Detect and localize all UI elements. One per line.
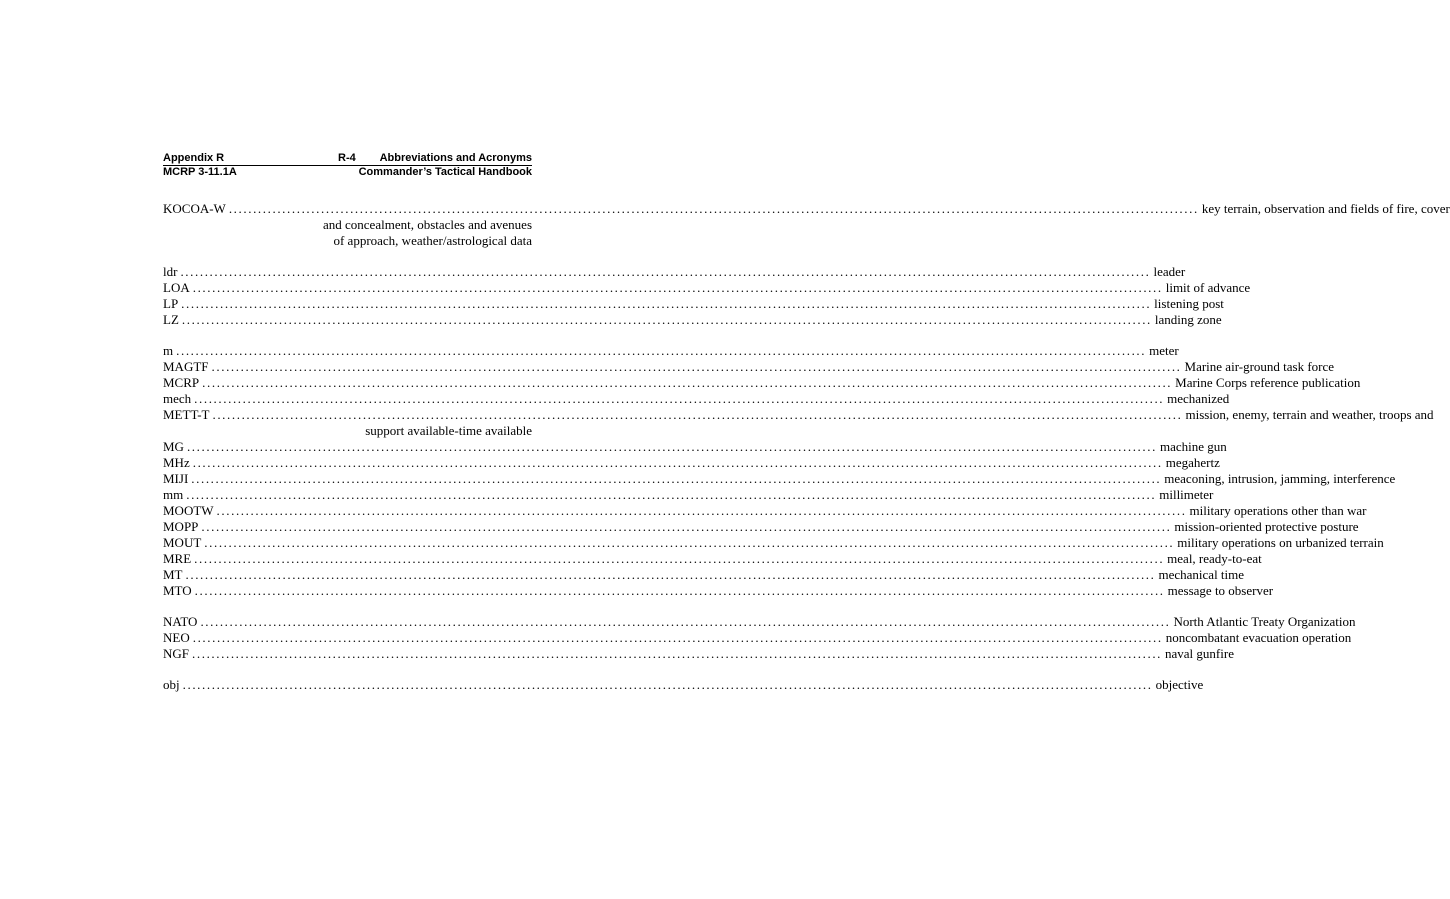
- glossary-entry: [163, 280, 1251, 296]
- dot-leader: ........................................................................................................................................................................................................: [201, 519, 1172, 534]
- glossary-entry: [163, 583, 1274, 599]
- dot-leader: ........................................................................................................................................................................................................: [211, 359, 1182, 374]
- glossary-entry: [163, 535, 1384, 551]
- section-title: Abbreviations and Acronyms: [379, 152, 532, 164]
- dot-leader: ........................................................................................................................................................................................................: [185, 567, 1156, 582]
- dot-leader: ........................................................................................................................................................................................................: [212, 407, 1183, 422]
- glossary-entry: [163, 455, 1220, 471]
- publication-id: MCRP 3-11.1A: [163, 166, 237, 178]
- abbreviation: KOCOA-W: [163, 201, 226, 216]
- glossary-entry: [163, 519, 1359, 535]
- abbreviation: MHz: [163, 455, 190, 470]
- glossary-entry: [163, 567, 1245, 583]
- definition: mechanical time: [1158, 567, 1245, 582]
- abbreviation-list: [163, 201, 1450, 708]
- running-header: [163, 152, 532, 179]
- abbreviation: mech: [163, 391, 192, 406]
- dot-leader: ........................................................................................................................................................................................................: [192, 630, 1163, 645]
- abbreviation: MTO: [163, 583, 192, 598]
- definition: meter: [1149, 343, 1179, 358]
- definition: military operations other than war: [1189, 503, 1367, 518]
- definition: meaconing, intrusion, jamming, interference: [1164, 471, 1396, 486]
- definition: noncombatant evacuation operation: [1165, 630, 1352, 645]
- appendix-label: Appendix R: [163, 152, 225, 164]
- page-number: R-4: [338, 152, 356, 164]
- abbreviation: MOUT: [163, 535, 202, 550]
- abbreviation: MG: [163, 439, 184, 454]
- glossary-entry: [163, 375, 1361, 391]
- entry-group: [163, 264, 1251, 328]
- dot-leader: ........................................................................................................................................................................................................: [194, 391, 1165, 406]
- definition: limit of advance: [1165, 280, 1251, 295]
- glossary-entry: [163, 359, 1335, 375]
- definition: mission, enemy, terrain and weather, troops and: [1185, 407, 1434, 422]
- abbreviation: mm: [163, 487, 184, 502]
- header-row-top: [163, 152, 532, 166]
- definition: message to observer: [1167, 583, 1274, 598]
- dot-leader: ........................................................................................................................................................................................................: [181, 312, 1152, 327]
- definition: mechanized: [1167, 391, 1230, 406]
- dot-leader: ........................................................................................................................................................................................................: [186, 439, 1157, 454]
- abbreviation: LOA: [163, 280, 190, 295]
- abbreviation: MOPP: [163, 519, 199, 534]
- definition: naval gunfire: [1165, 646, 1234, 661]
- abbreviation: LP: [163, 296, 179, 311]
- header-row-bottom: [163, 166, 532, 179]
- glossary-entry: [163, 551, 1262, 567]
- glossary-entry: [163, 439, 1227, 455]
- abbreviation: obj: [163, 677, 180, 692]
- definition-continuation: of approach, weather/astrological data: [333, 233, 532, 248]
- glossary-entry: [163, 264, 1186, 280]
- definition: mission-oriented protective posture: [1174, 519, 1359, 534]
- abbreviation: MOOTW: [163, 503, 214, 518]
- definition-continuation: and concealment, obstacles and avenues: [323, 217, 532, 232]
- glossary-entry: [163, 630, 1352, 646]
- abbreviation: NEO: [163, 630, 190, 645]
- glossary-entry: [163, 296, 1224, 312]
- definition: millimeter: [1159, 487, 1214, 502]
- abbreviation: MT: [163, 567, 183, 582]
- definition: objective: [1155, 677, 1204, 692]
- glossary-entry: [163, 487, 1214, 503]
- definition: Marine air-ground task force: [1184, 359, 1335, 374]
- abbreviation: MIJI: [163, 471, 189, 486]
- glossary-entry: [163, 646, 1234, 662]
- glossary-entry: [163, 407, 1434, 423]
- definition: leader: [1153, 264, 1186, 279]
- glossary-entry: [163, 614, 1356, 630]
- glossary-entry: [163, 503, 1367, 519]
- dot-leader: ........................................................................................................................................................................................................: [200, 614, 1171, 629]
- definition: Marine Corps reference publication: [1175, 375, 1361, 390]
- dot-leader: ........................................................................................................................................................................................................: [192, 646, 1163, 661]
- dot-leader: ........................................................................................................................................................................................................: [181, 296, 1152, 311]
- dot-leader: ........................................................................................................................................................................................................: [194, 583, 1165, 598]
- dot-leader: ........................................................................................................................................................................................................: [228, 201, 1199, 216]
- definition: key terrain, observation and fields of fire, cover: [1201, 201, 1450, 216]
- dot-leader: ........................................................................................................................................................................................................: [192, 455, 1163, 470]
- abbreviation: NGF: [163, 646, 190, 661]
- abbreviation: m: [163, 343, 174, 358]
- definition: landing zone: [1154, 312, 1222, 327]
- glossary-entry: [163, 471, 1396, 487]
- abbreviation: METT-T: [163, 407, 210, 422]
- glossary-entry: [163, 343, 1179, 359]
- header-right-top: [338, 152, 532, 165]
- entry-group: [163, 677, 1204, 693]
- publication-title: Commander’s Tactical Handbook: [358, 166, 532, 178]
- glossary-entry: [163, 201, 1450, 217]
- entry-group: [163, 343, 1434, 599]
- entry-group: [163, 201, 1450, 249]
- abbreviation: LZ: [163, 312, 179, 327]
- dot-leader: ........................................................................................................................................................................................................: [216, 503, 1187, 518]
- glossary-entry: [163, 391, 1230, 407]
- dot-leader: ........................................................................................................................................................................................................: [192, 280, 1163, 295]
- definition-continuation: support available-time available: [365, 423, 532, 438]
- dot-leader: ........................................................................................................................................................................................................: [176, 343, 1147, 358]
- definition: meal, ready-to-eat: [1167, 551, 1262, 566]
- dot-leader: ........................................................................................................................................................................................................: [180, 264, 1151, 279]
- dot-leader: ........................................................................................................................................................................................................: [186, 487, 1157, 502]
- dot-leader: ........................................................................................................................................................................................................: [204, 535, 1175, 550]
- dot-leader: ........................................................................................................................................................................................................: [194, 551, 1165, 566]
- entry-group: [163, 614, 1356, 662]
- abbreviation: MCRP: [163, 375, 200, 390]
- definition: North Atlantic Treaty Organization: [1173, 614, 1356, 629]
- definition: military operations on urbanized terrain: [1177, 535, 1384, 550]
- abbreviation: MAGTF: [163, 359, 209, 374]
- abbreviation: ldr: [163, 264, 178, 279]
- dot-leader: ........................................................................................................................................................................................................: [182, 677, 1153, 692]
- glossary-entry: [163, 677, 1204, 693]
- definition: listening post: [1154, 296, 1224, 311]
- dot-leader: ........................................................................................................................................................................................................: [202, 375, 1173, 390]
- abbreviation: NATO: [163, 614, 198, 629]
- abbreviation: MRE: [163, 551, 192, 566]
- definition: machine gun: [1159, 439, 1227, 454]
- glossary-entry: [163, 312, 1222, 328]
- dot-leader: ........................................................................................................................................................................................................: [191, 471, 1162, 486]
- definition: megahertz: [1165, 455, 1220, 470]
